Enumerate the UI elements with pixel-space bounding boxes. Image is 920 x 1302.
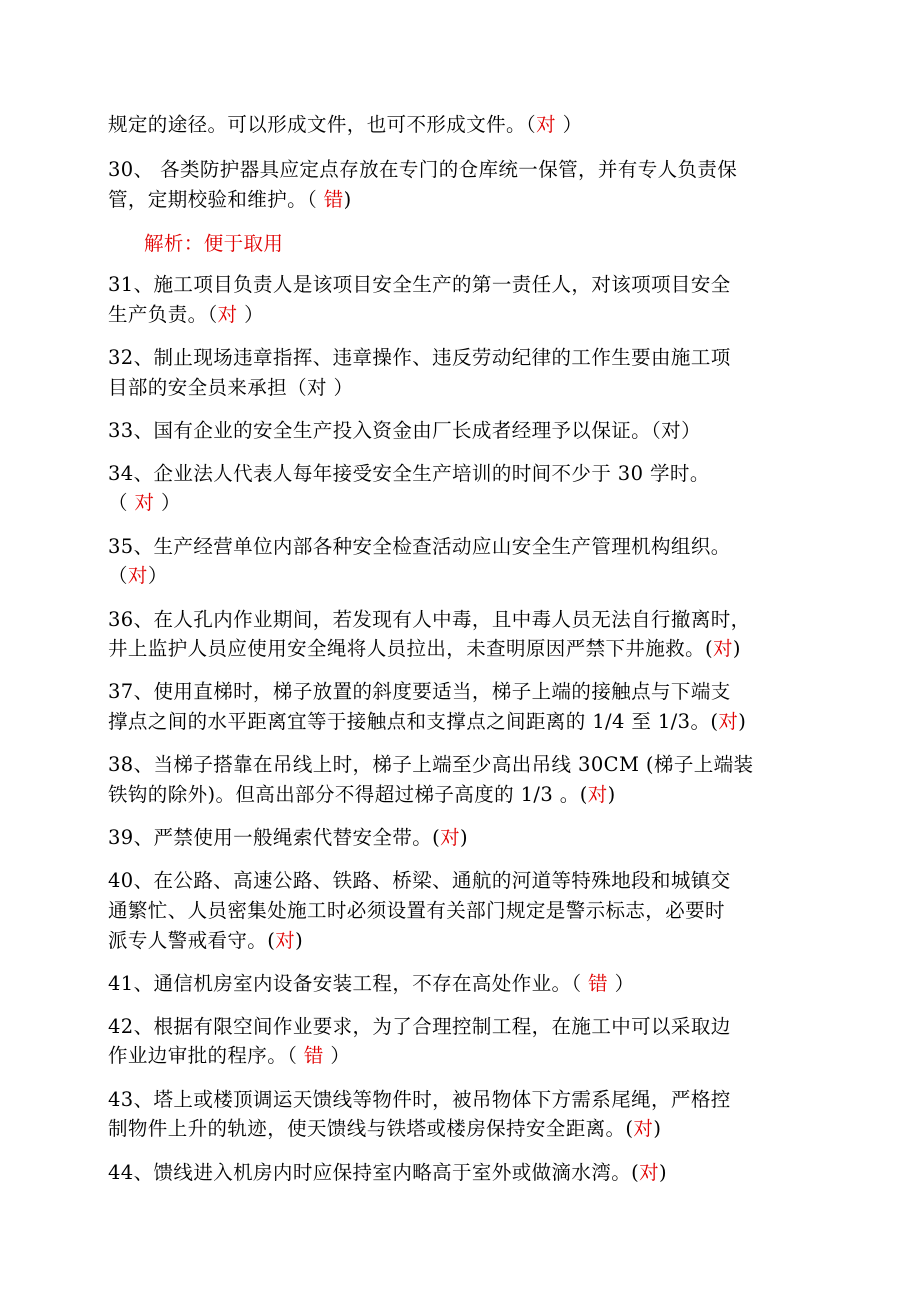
item-32-line-1: 32、制止现场违章指挥、违章操作、违反劳动纪律的工作生要由施工项 <box>108 346 731 369</box>
item-43-line-2: 制物件上升的轨迹，使天馈线与铁塔或楼房保持安全距离。(对) <box>108 1117 662 1140</box>
answer-mark: 错 <box>323 188 344 211</box>
answer-mark: 对 <box>134 491 155 514</box>
answer-mark: 对 <box>718 710 739 733</box>
answer-mark: 对 <box>536 113 556 136</box>
item-37-line-1: 37、使用直梯时，梯子放置的斜度要适当，梯子上端的接触点与下端支 <box>108 680 731 703</box>
item-41-line-1: 41、通信机房室内设备安装工程，不存在高处作业。（ 错 ） <box>108 972 635 995</box>
item-35-line-1: 35、生产经营单位内部各种安全检查活动应山安全生产管理机构组织。 <box>108 535 731 558</box>
item-30-line-1: 30、 各类防护器具应定点存放在专门的仓库统一保管，并有专人负责保 <box>108 158 738 181</box>
item-39-line-1: 39、严禁使用一般绳索代替安全带。(对) <box>108 826 469 849</box>
item-38-line-1: 38、当梯子搭靠在吊线上时，梯子上端至少高出吊线 30CM (梯子上端装 <box>108 753 754 776</box>
item-40-line-2: 通繁忙、人员密集处施工时必须设置有关部门规定是警示标志，必要时 <box>108 899 725 922</box>
item-32-line-2: 目部的安全员来承担（对 ） <box>108 376 354 399</box>
answer-mark: 对 <box>217 303 238 326</box>
item-34-line-2: （ 对 ） <box>108 491 181 514</box>
item-44-line-1: 44、馈线进入机房内时应保持室内略高于室外或做滴水湾。(对) <box>108 1161 668 1184</box>
answer-mark: 对 <box>639 1161 660 1184</box>
answer-mark: 错 <box>303 1044 324 1067</box>
item-33-line-1: 33、国有企业的安全生产投入资金由厂长成者经理予以保证。（对） <box>108 419 701 442</box>
item-43-line-1: 43、塔上或楼顶调运天馈线等物件时，被吊物体下方需系尾绳，严格控 <box>108 1088 731 1111</box>
answer-mark: 对 <box>633 1117 654 1140</box>
item-30-explanation: 解析：便于取用 <box>144 232 284 255</box>
item-34-line-1: 34、企业法人代表人每年接受安全生产培训的时间不少于 30 学时。 <box>108 462 710 485</box>
answer-mark: 对 <box>275 929 296 952</box>
item-36-line-2: 井上监护人员应使用安全绳将人员拉出，未查明原因严禁下井施救。(对) <box>108 637 741 660</box>
answer-mark: 对 <box>587 783 608 806</box>
answer-mark: 错 <box>588 972 609 995</box>
item-40-line-3: 派专人警戒看守。(对) <box>108 929 304 952</box>
item-31-line-1: 31、施工项目负责人是该项目安全生产的第一责任人，对该项项目安全 <box>108 273 731 296</box>
answer-mark: 对 <box>127 564 148 587</box>
item-31-line-2: 生产负责。（对 ） <box>108 303 265 326</box>
item-29-continuation-line-1: 规定的途径。可以形成文件，也可不形成文件。（对 ） <box>108 113 583 136</box>
item-36-line-1: 36、在人孔内作业期间，若发现有人中毒，且中毒人员无法自行撤离时， <box>108 608 751 631</box>
item-38-line-2: 铁钩的除外)。但高出部分不得超过梯子高度的 1/3 。(对) <box>108 783 616 806</box>
item-42-line-2: 作业边审批的程序。（ 错 ） <box>108 1044 351 1067</box>
item-40-line-1: 40、在公路、高速公路、铁路、桥梁、通航的河道等特殊地段和城镇交 <box>108 869 731 892</box>
item-35-line-2: （对） <box>108 564 168 587</box>
item-37-line-2: 撑点之间的水平距离宜等于接触点和支撑点之间距离的 1/4 至 1/3。(对) <box>108 710 747 733</box>
answer-mark: 对 <box>713 637 733 660</box>
item-42-line-1: 42、根据有限空间作业要求，为了合理控制工程，在施工中可以采取边 <box>108 1015 731 1038</box>
answer-mark: 对 <box>440 826 461 849</box>
item-30-line-2: 管，定期校验和维护。（ 错) <box>108 188 352 211</box>
